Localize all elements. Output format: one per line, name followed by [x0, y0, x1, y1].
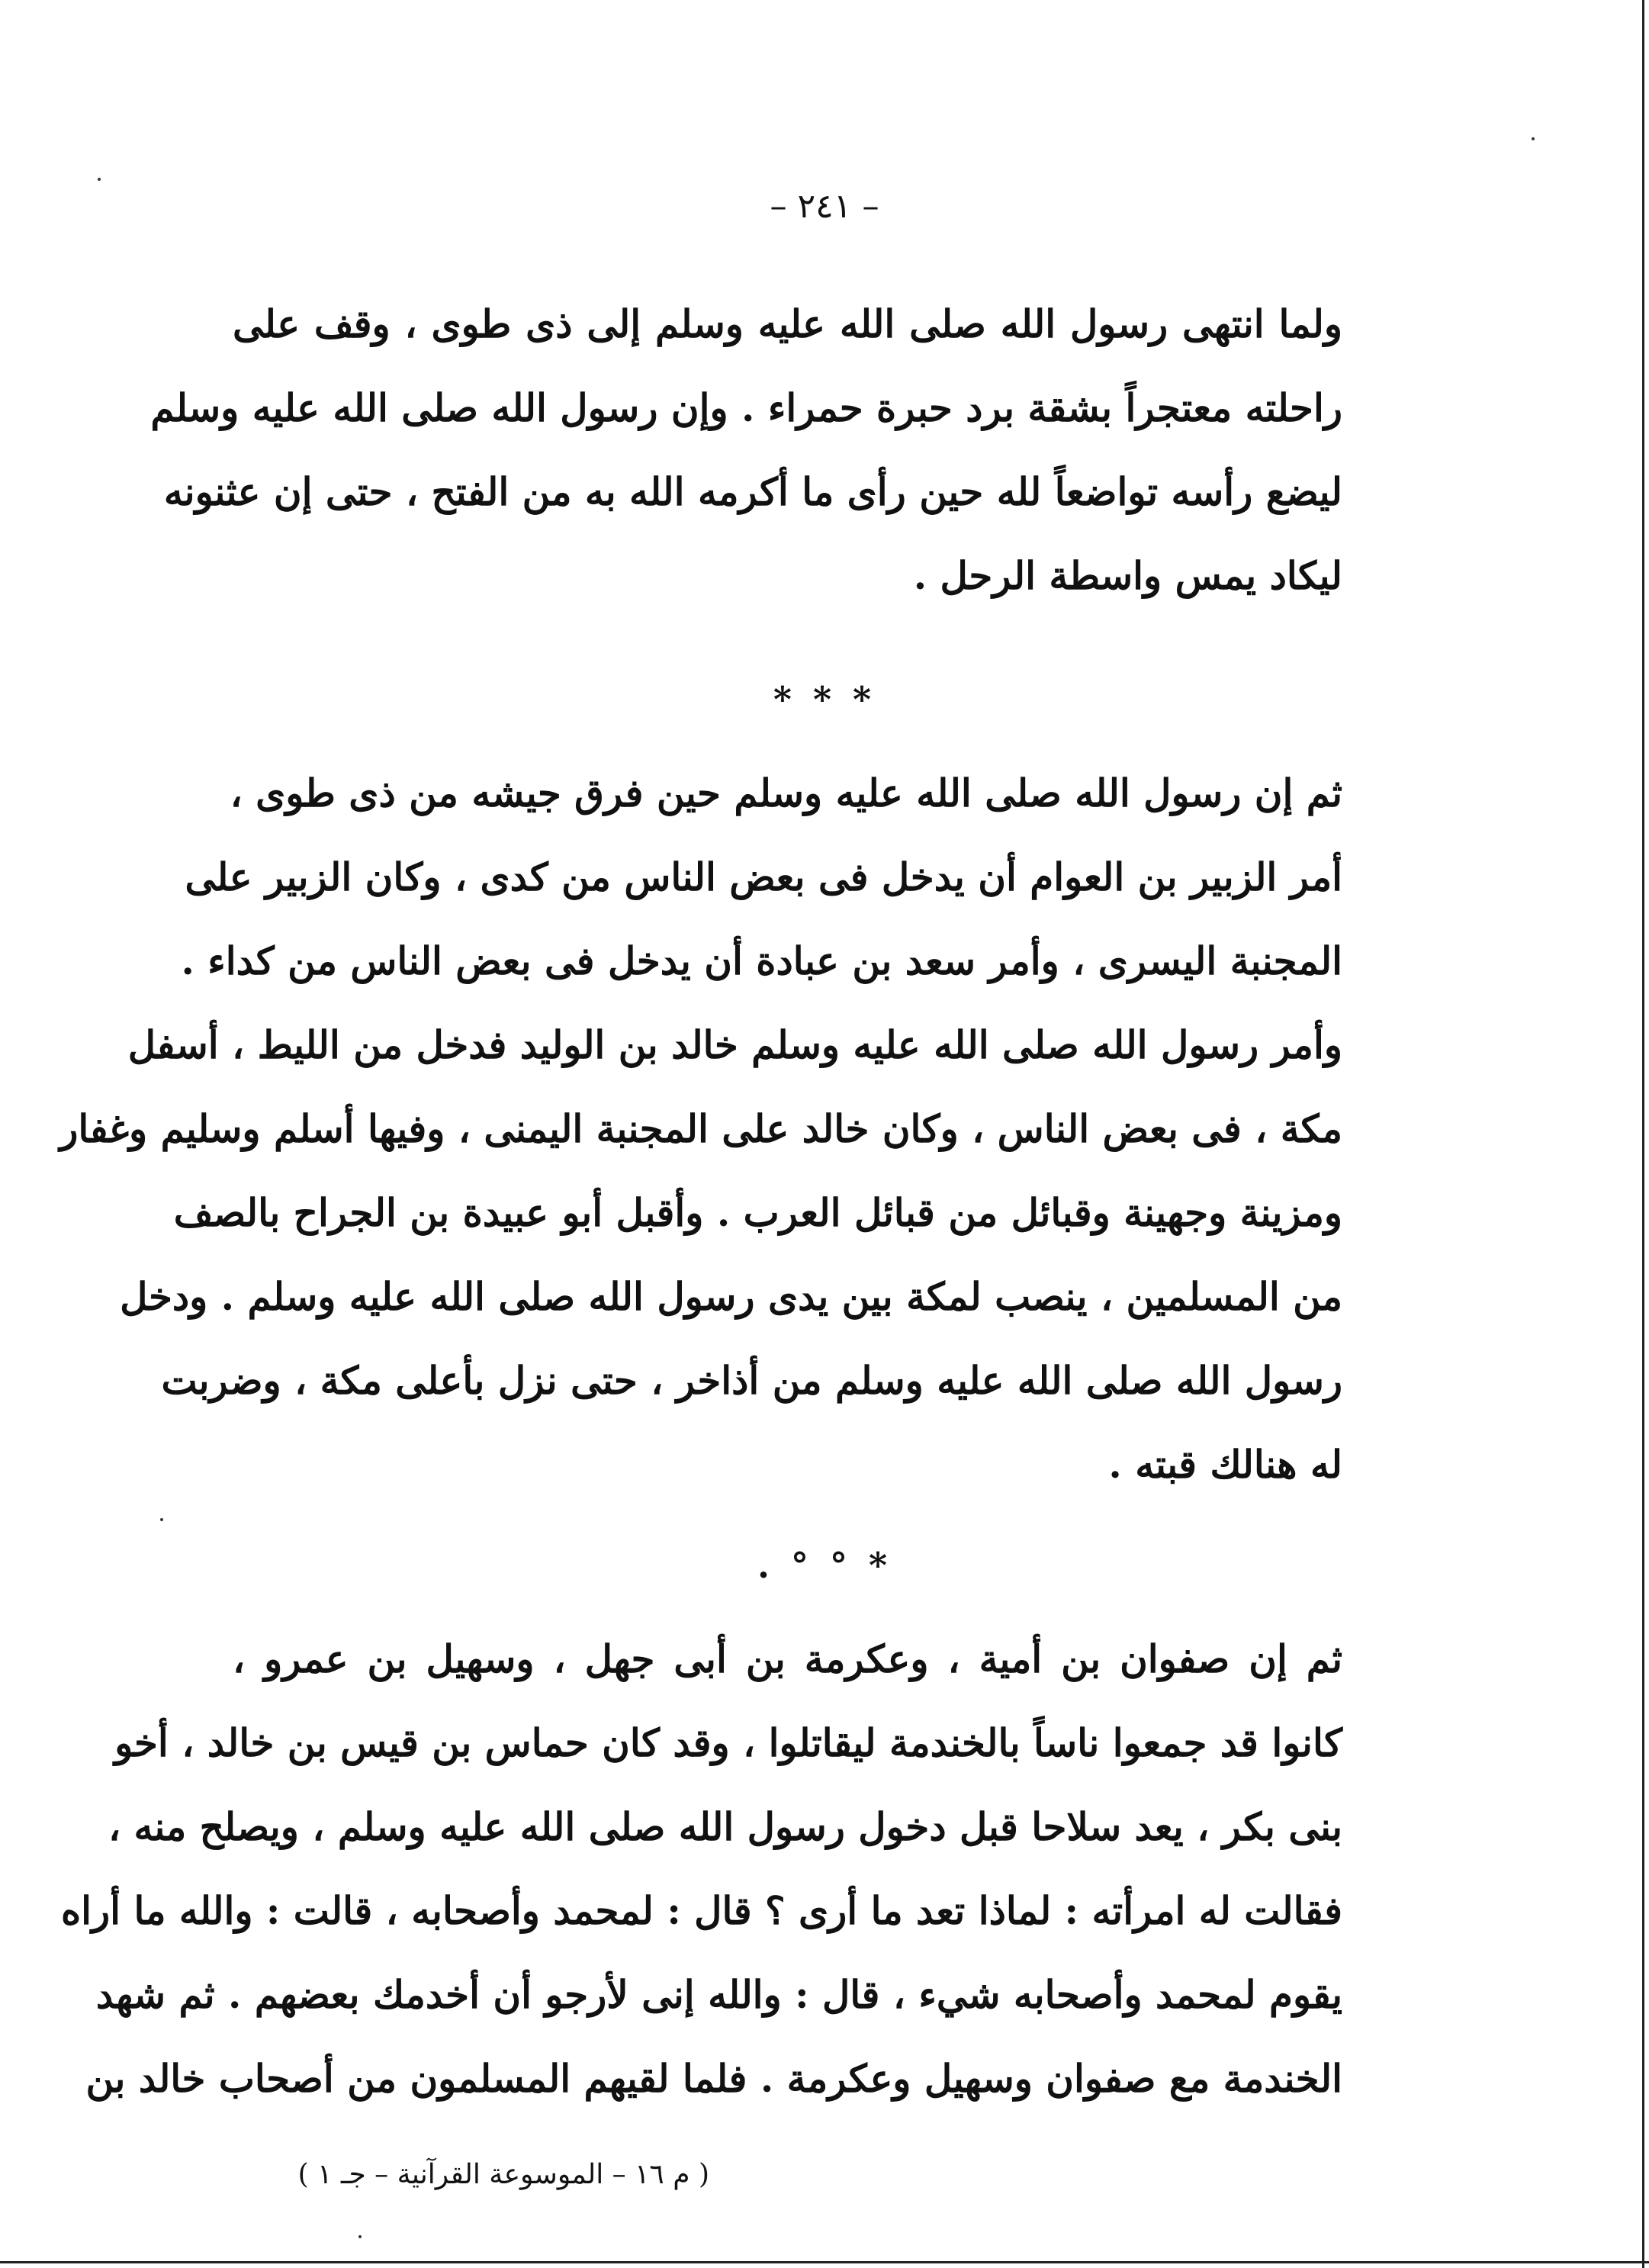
page-number: – ٢٤١ –	[770, 187, 879, 226]
text-line: من المسلمين ، ينصب لمكة بين يدى رسول الله صلى الله عليه وسلم . ودخل	[120, 1274, 1342, 1319]
text-line: المجنبة اليسرى ، وأمر سعد بن عبادة أن يدخل فى بعض الناس من كداء .	[181, 938, 1342, 983]
text-line: الخندمة مع صفوان وسهيل وعكرمة . فلما لقيهم المسلمون من أصحاب خالد بن	[85, 2056, 1342, 2101]
text-line: وأمر رسول الله صلى الله عليه وسلم خالد بن الوليد فدخل من الليط ، أسفل	[127, 1022, 1342, 1067]
text-line: رسول الله صلى الله عليه وسلم من أذاخر ، حتى نزل بأعلى مكة ، وضربت	[161, 1358, 1342, 1403]
text-line: ليكاد يمس واسطة الرحل .	[913, 553, 1342, 598]
text-line: ولما انتهى رسول الله صلى الله عليه وسلم إلى ذى طوى ، وقف على	[233, 301, 1342, 346]
scan-speck	[160, 1518, 163, 1521]
text-line: ثم إن صفوان بن أمية ، وعكرمة بن أبى جهل ، وسهيل بن عمرو ،	[233, 1636, 1342, 1681]
page-edge-right	[1642, 0, 1644, 2268]
text-line: مكة ، فى بعض الناس ، وكان خالد على المجنبة اليمنى ، وفيها أسلم وسليم وغفار	[59, 1106, 1342, 1151]
paragraph-2	[59, 751, 1342, 1507]
section-divider: * * *	[773, 679, 876, 720]
scan-speck	[358, 2235, 362, 2238]
paragraph-1	[150, 282, 1342, 618]
text-line: يقوم لمحمد وأصحابه شيء ، قال : والله إنى لأرجو أن أخدمك بعضهم . ثم شهد	[95, 1972, 1342, 2017]
text-line: ليضع رأسه تواضعاً لله حين رأى ما أكرمه الله به من الفتح ، حتى إن عثنونه	[163, 469, 1342, 514]
page-footer: ( م ١٦ – الموسوعة القرآنية – جـ ١ )	[297, 2159, 709, 2190]
text-line: فقالت له امرأته : لماذا تعد ما أرى ؟ قال : لمحمد وأصحابه ، قالت : والله ما أراه	[60, 1888, 1342, 1933]
page-edge-bottom	[0, 2261, 1649, 2263]
text-line: كانوا قد جمعوا ناساً بالخندمة ليقاتلوا ، وقد كان حماس بن قيس بن خالد ، أخو	[114, 1720, 1342, 1765]
text-line: راحلته معتجراً بشقة برد حبرة حمراء . وإن رسول الله صلى الله عليه وسلم	[150, 385, 1342, 430]
section-divider: . ° ° *	[757, 1545, 892, 1586]
scan-speck	[1532, 137, 1535, 140]
scan-speck	[98, 178, 101, 181]
text-line: ثم إن رسول الله صلى الله عليه وسلم حين فرق جيشه من ذى طوى ،	[230, 770, 1342, 816]
text-line: له هنالك قبته .	[1108, 1442, 1342, 1487]
text-line: بنى بكر ، يعد سلاحا قبل دخول رسول الله صلى الله عليه وسلم ، ويصلح منه ،	[108, 1804, 1342, 1849]
text-line: أمر الزبير بن العوام أن يدخل فى بعض الناس من كدى ، وكان الزبير على	[185, 854, 1342, 899]
paragraph-3	[60, 1617, 1342, 2121]
text-line: ومزينة وجهينة وقبائل من قبائل العرب . وأقبل أبو عبيدة بن الجراح بالصف	[173, 1190, 1342, 1235]
